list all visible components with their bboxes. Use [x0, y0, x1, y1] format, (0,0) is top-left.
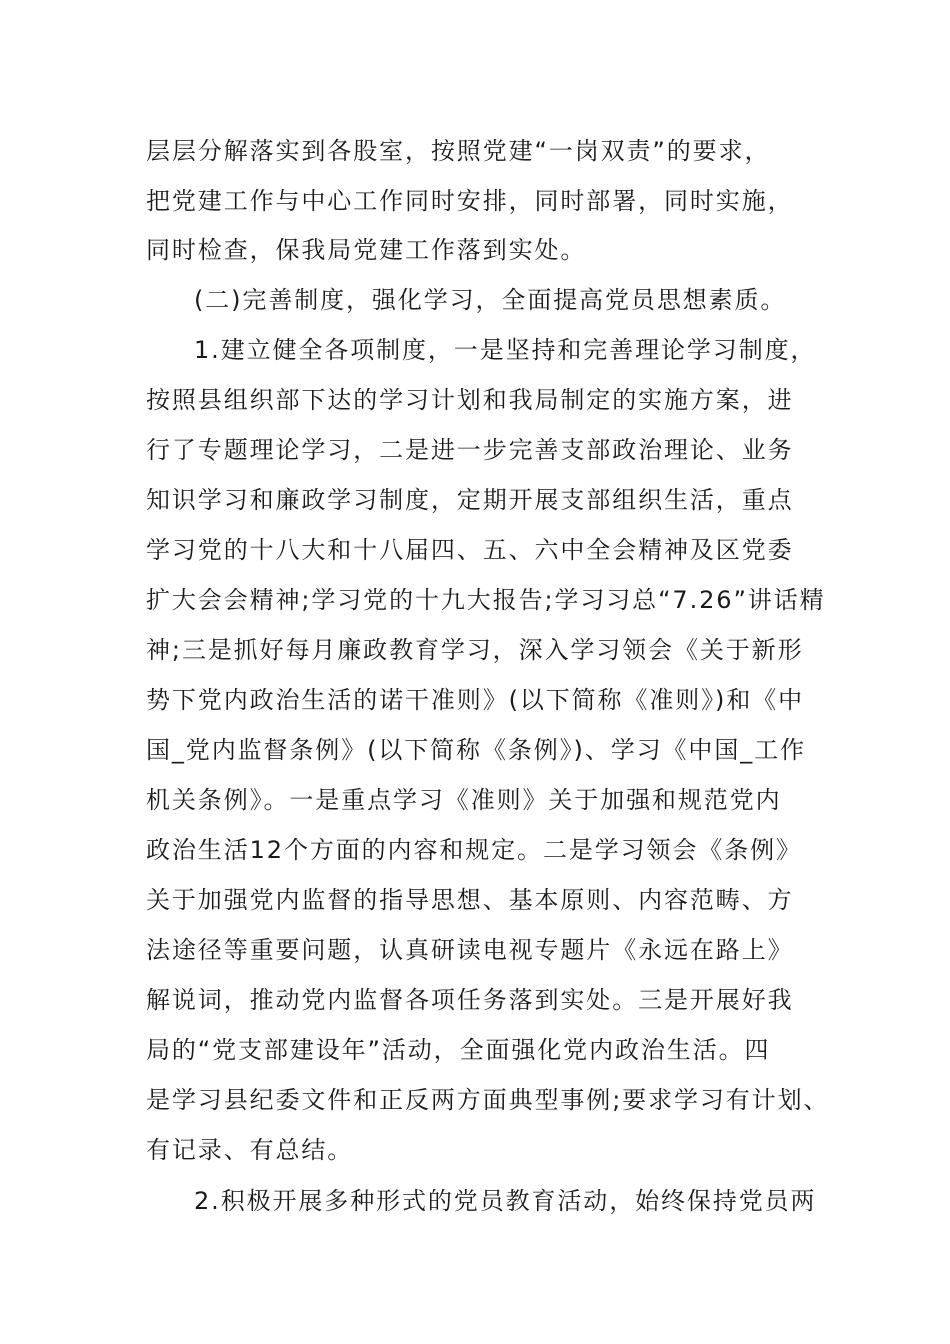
body-text-line: 国_党内监督条例》(以下简称《条例》)、学习《中国_工作 — [146, 736, 806, 764]
body-text-line: 知识学习和廉政学习制度，定期开展支部组织生活，重点 — [146, 486, 794, 514]
subsection-heading: 2.积极开展多种形式的党员教育活动，始终保持党员两 — [194, 1187, 817, 1215]
body-text-line: 关于加强党内监督的指导思想、基本原则、内容范畴、方 — [146, 886, 794, 914]
body-text-line: 扩大会会精神;学习党的十九大报告;学习习总“7.26”讲话精 — [146, 586, 826, 614]
body-text-line: 法途径等重要问题，认真研读电视专题片《永远在路上》 — [146, 936, 794, 964]
subsection-heading: 1.建立健全各项制度，一是坚持和完善理论学习制度， — [194, 336, 817, 364]
body-text-line: 局的“党支部建设年”活动，全面强化党内政治生活。四 — [146, 1036, 771, 1064]
body-text-line: 层层分解落实到各股室，按照党建“一岗双责”的要求， — [146, 137, 771, 165]
body-text-line: 同时检查，保我局党建工作落到实处。 — [146, 236, 587, 264]
body-text-line: 学习党的十八大和十八届四、五、六中全会精神及区党委 — [146, 536, 794, 564]
body-text-line: 按照县组织部下达的学习计划和我局制定的实施方案，进 — [146, 386, 794, 414]
body-text-line: 机关条例》。一是重点学习《准则》关于加强和规范党内 — [146, 786, 782, 814]
body-text-line: 政治生活12个方面的内容和规定。二是学习领会《条例》 — [146, 836, 802, 864]
body-text-line: 是学习县纪委文件和正反两方面典型事例;要求学习有计划、 — [146, 1086, 830, 1114]
body-text-line: 解说词，推动党内监督各项任务落到实处。三是开展好我 — [146, 986, 794, 1014]
body-text-line: 神;三是抓好每月廉政教育学习，深入学习领会《关于新形 — [146, 636, 804, 664]
body-text-line: 势下党内政治生活的诺干准则》(以下简称《准则》)和《中 — [146, 686, 805, 714]
section-heading: (二)完善制度，强化学习，全面提高党员思想素质。 — [194, 286, 787, 314]
body-text-line: 行了专题理论学习，二是进一步完善支部政治理论、业务 — [146, 436, 794, 464]
body-text-line: 把党建工作与中心工作同时安排，同时部署，同时实施， — [146, 187, 794, 215]
body-text-line: 有记录、有总结。 — [146, 1136, 354, 1164]
